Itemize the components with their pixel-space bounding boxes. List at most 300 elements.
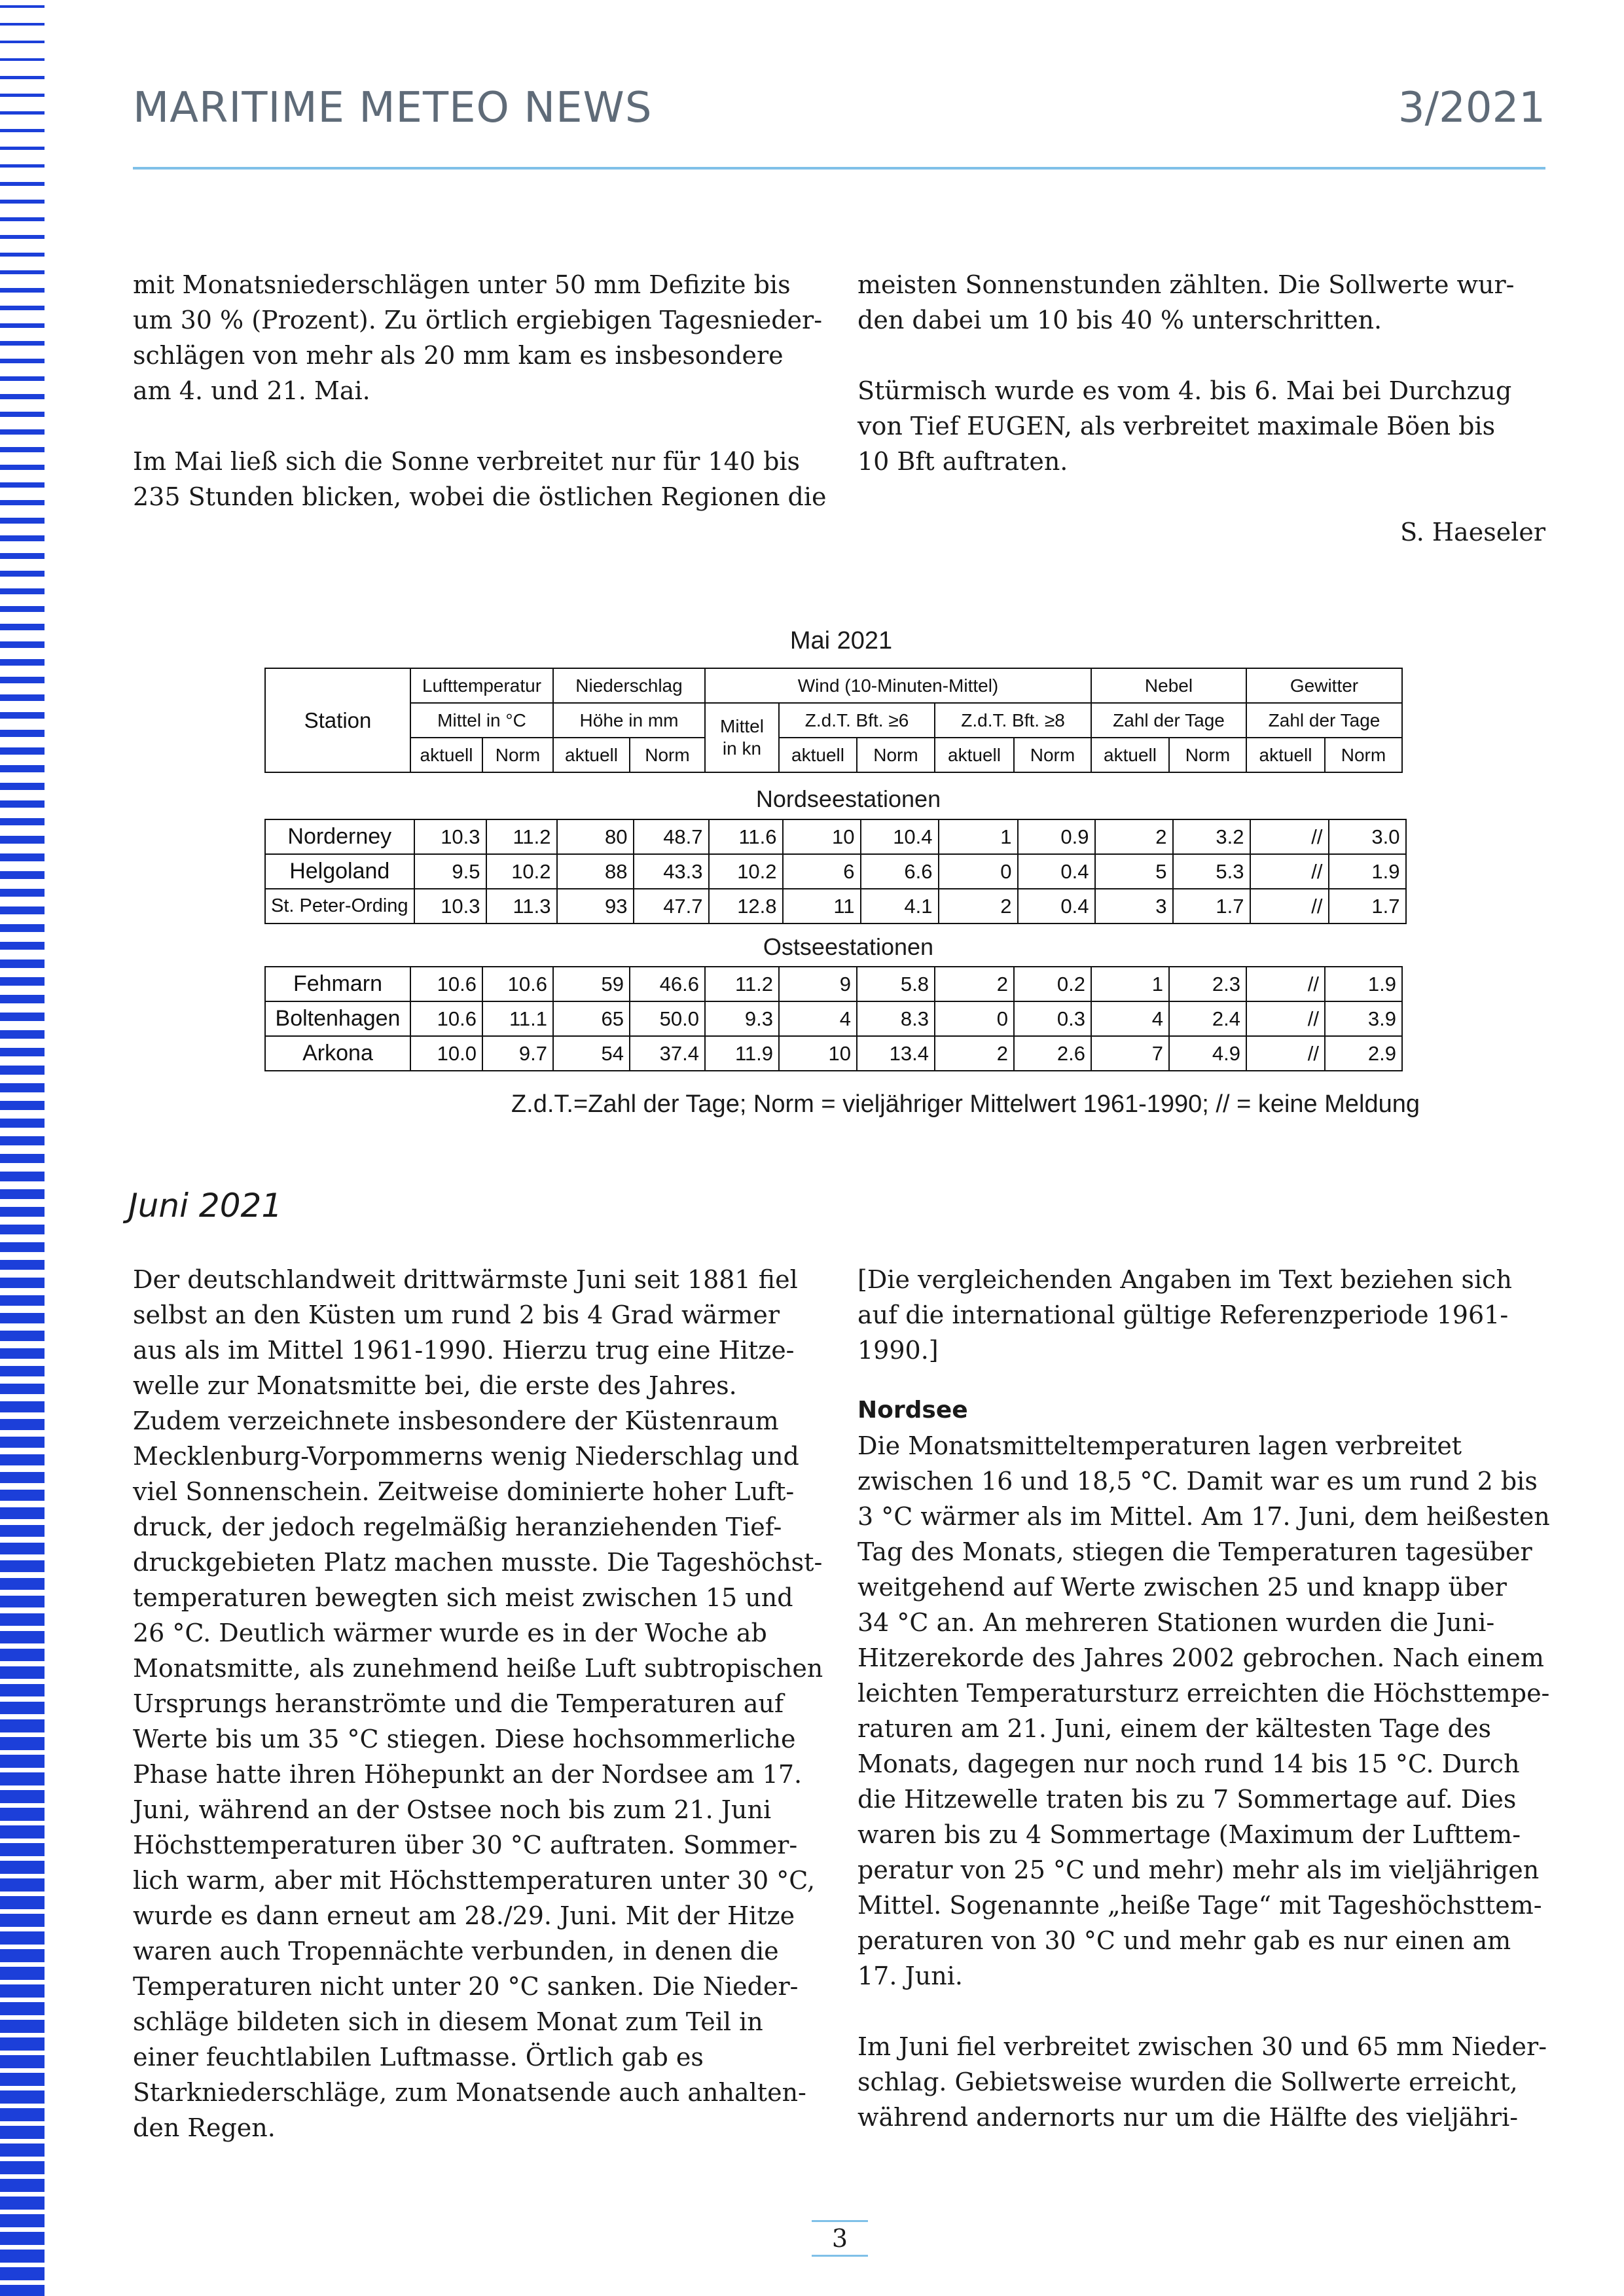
stripe <box>0 2002 45 2015</box>
stripe <box>0 2073 45 2086</box>
stripe <box>0 995 45 1003</box>
table-cell: 88 <box>557 854 634 889</box>
stripe <box>0 500 45 505</box>
station-name: Norderney <box>265 819 414 854</box>
text-line: Ursprungs heranströmte und die Temperaturen auf <box>133 1689 784 1718</box>
stripe <box>0 2197 45 2210</box>
stripe <box>0 1772 45 1785</box>
table-cell: 6.6 <box>861 854 939 889</box>
stripe <box>0 1896 45 1909</box>
stripe <box>0 1101 45 1110</box>
text-line: wurde es dann erneut am 28./29. Juni. Mit der Hitze <box>133 1901 795 1930</box>
text-line: Stürmisch wurde es vom 4. bis 6. Mai bei Durchzug <box>857 376 1512 405</box>
stripe <box>0 1348 45 1359</box>
page-number: 3 <box>812 2220 868 2257</box>
stripe <box>0 818 45 825</box>
stripe <box>0 1366 45 1376</box>
table-cell: 10.2 <box>709 854 783 889</box>
stripe <box>0 2037 45 2051</box>
table-cell: 10.0 <box>410 1036 482 1071</box>
table-cell: 43.3 <box>634 854 709 889</box>
stripe <box>0 1013 45 1021</box>
stripe <box>0 889 45 897</box>
stripe <box>0 1702 45 1714</box>
table-row <box>265 967 1402 1001</box>
text-line: Werte bis um 35 °C stiegen. Diese hochsommerliche <box>133 1725 796 1753</box>
stripe <box>0 1437 45 1448</box>
stripe <box>0 1507 45 1519</box>
header-aktuell: aktuell <box>779 738 857 772</box>
stripe <box>0 217 45 221</box>
juni-right-column <box>857 1262 1551 2135</box>
text-line: 1990.] <box>857 1336 939 1365</box>
table-cell: 5.8 <box>857 967 935 1001</box>
table-row <box>265 819 1406 854</box>
text-line: die Hitzewelle traten bis zu 7 Sommertage auf. Dies <box>857 1785 1517 1814</box>
paragraph-gap <box>133 408 827 444</box>
stripe <box>0 1613 45 1626</box>
table-title: Mai 2021 <box>789 627 893 655</box>
paragraph-gap <box>857 338 1551 373</box>
table-cell: 2 <box>935 1036 1014 1071</box>
table-cell: 2.6 <box>1014 1036 1091 1071</box>
stripe <box>0 571 45 577</box>
table-cell: 10.3 <box>414 889 486 924</box>
table-cell: 0.3 <box>1014 1001 1091 1036</box>
text-line: Die Monatsmitteltemperaturen lagen verbreitet <box>857 1431 1462 1460</box>
text-line: 17. Juni. <box>857 1962 963 1990</box>
text-line: peraturen von 30 °C und mehr gab es nur einen am <box>857 1926 1511 1955</box>
table-cell: 4.9 <box>1169 1036 1246 1071</box>
stripe <box>0 1755 45 1768</box>
stripe <box>0 694 45 701</box>
stripe <box>0 1843 45 1856</box>
text-line: 235 Stunden blicken, wobei die östlichen Regionen die <box>133 482 827 511</box>
stripe <box>0 2126 45 2139</box>
stripe <box>0 41 45 43</box>
header-mittel-c: Mittel in °C <box>410 703 553 738</box>
header-wind: Wind (10-Minuten-Mittel) <box>705 668 1091 703</box>
decorative-stripe-bar <box>0 0 45 2296</box>
table-cell: 1.7 <box>1173 889 1250 924</box>
table-cell: 11.9 <box>705 1036 779 1071</box>
juni-right-intro <box>857 1262 1551 1368</box>
station-name: St. Peter-Ording <box>265 889 414 924</box>
header-gewitter: Gewitter <box>1246 668 1402 703</box>
stripe <box>0 1490 45 1501</box>
text-line: während andernorts nur um die Hälfte des vieljähri- <box>857 2103 1519 2132</box>
stripe <box>0 323 45 328</box>
table-cell: 2.9 <box>1325 1036 1402 1071</box>
table-cell: 8.3 <box>857 1001 935 1036</box>
header-nebel-tage: Zahl der Tage <box>1091 703 1246 738</box>
header-norm: Norm <box>1325 738 1402 772</box>
text-line: den Regen. <box>133 2113 276 2142</box>
paragraph-gap <box>857 1994 1551 2029</box>
text-line: 10 Bft auftraten. <box>857 447 1068 476</box>
header-niederschlag: Niederschlag <box>553 668 705 703</box>
stripe <box>0 1401 45 1412</box>
header-aktuell: aktuell <box>1246 738 1325 772</box>
text-line: 34 °C an. An mehreren Stationen wurden die Juni- <box>857 1608 1495 1637</box>
table-cell: 10.6 <box>410 1001 482 1036</box>
stripe <box>0 1578 45 1590</box>
stripe <box>0 1666 45 1679</box>
text-line: von Tief EUGEN, als verbreitet maximale Böen bis <box>857 412 1496 440</box>
text-line: Tag des Monats, stiegen die Temperaturen tagesüber <box>857 1537 1532 1566</box>
header-divider <box>133 167 1545 170</box>
stripe <box>0 1154 45 1163</box>
stripe <box>0 253 45 257</box>
table-row <box>265 1036 1402 1071</box>
stripe <box>0 58 45 61</box>
stripe <box>0 588 45 594</box>
table-cell: 2 <box>939 889 1018 924</box>
table-cell: 3 <box>1095 889 1173 924</box>
header-norm: Norm <box>482 738 553 772</box>
stripe <box>0 2267 45 2280</box>
table-cell: 1.9 <box>1329 854 1406 889</box>
stripe <box>0 270 45 274</box>
text-line: einer feuchtlabilen Luftmasse. Örtlich gab es <box>133 2043 704 2072</box>
stripe <box>0 1967 45 1980</box>
stripe <box>0 1242 45 1252</box>
juni-right-body <box>857 1428 1551 2135</box>
table-cell: // <box>1246 967 1325 1001</box>
stripe <box>0 182 45 186</box>
text-line: druckgebieten Platz machen musste. Die Tageshöchst- <box>133 1548 823 1577</box>
table-cell: 10.6 <box>482 967 553 1001</box>
stripe <box>0 518 45 524</box>
table-cell: 1.9 <box>1325 967 1402 1001</box>
stripe <box>0 235 45 239</box>
stripe <box>0 288 45 293</box>
stripe <box>0 1066 45 1075</box>
stripe <box>0 1225 45 1234</box>
text-line: Hitzerekorde des Jahres 2002 gebrochen. Nach einem <box>857 1643 1544 1672</box>
stripe <box>0 1719 45 1732</box>
table-cell: 0.4 <box>1018 889 1095 924</box>
text-line: Höchsttemperaturen über 30 °C auftraten. Sommer- <box>133 1831 798 1859</box>
station-name: Boltenhagen <box>265 1001 410 1036</box>
table-cell: 9.5 <box>414 854 486 889</box>
stripe <box>0 1260 45 1270</box>
text-line: Juni, während an der Ostsee noch bis zum 21. Juni <box>133 1795 772 1824</box>
text-line: viel Sonnenschein. Zeitweise dominierte hoher Luft- <box>133 1477 795 1506</box>
table-nordsee <box>264 819 1407 924</box>
table-cell: 11.2 <box>486 819 557 854</box>
header-aktuell: aktuell <box>935 738 1014 772</box>
table-cell: // <box>1250 854 1329 889</box>
stripe <box>0 641 45 648</box>
text-line: 26 °C. Deutlich wärmer wurde es in der Woche ab <box>133 1619 767 1647</box>
stripe <box>0 23 45 26</box>
header-station: Station <box>265 668 410 772</box>
stripe <box>0 1931 45 1945</box>
stripe <box>0 1172 45 1181</box>
stripe <box>0 1631 45 1643</box>
stripe <box>0 1684 45 1696</box>
text-line: zwischen 16 und 18,5 °C. Damit war es um rund 2 bis <box>857 1467 1538 1496</box>
stripe <box>0 1543 45 1554</box>
stripe <box>0 2285 45 2296</box>
text-line: Starkniederschläge, zum Monatsende auch anhalten- <box>133 2078 806 2107</box>
table-cell: 3.0 <box>1329 819 1406 854</box>
stripe <box>0 836 45 844</box>
stripe <box>0 447 45 452</box>
stripe <box>0 730 45 737</box>
juni-left-column <box>133 1262 827 2145</box>
stripe <box>0 659 45 666</box>
stripe <box>0 2250 45 2263</box>
stripe <box>0 1560 45 1572</box>
header-norm: Norm <box>857 738 935 772</box>
table-row <box>265 889 1406 924</box>
table-cell: 59 <box>553 967 630 1001</box>
text-line: raturen am 21. Juni, einem der kältesten Tage des <box>857 1714 1491 1743</box>
table-cell: 4 <box>1091 1001 1169 1036</box>
stripe <box>0 712 45 719</box>
table-cell: 54 <box>553 1036 630 1071</box>
table-cell: 0.2 <box>1014 967 1091 1001</box>
stripe <box>0 1295 45 1306</box>
stripe <box>0 1808 45 1821</box>
stripe <box>0 1048 45 1056</box>
stripe <box>0 2232 45 2245</box>
table-cell: 9.3 <box>705 1001 779 1036</box>
stripe <box>0 147 45 150</box>
text-line: Monats, dagegen nur noch rund 14 bis 15 °C. Durch <box>857 1749 1520 1778</box>
header-mittel-kn: Mittel in kn <box>705 703 779 772</box>
stripe <box>0 129 45 132</box>
header-aktuell: aktuell <box>553 738 630 772</box>
stripe <box>0 1790 45 1803</box>
stripe <box>0 1207 45 1217</box>
table-cell: 13.4 <box>857 1036 935 1071</box>
header-aktuell: aktuell <box>1091 738 1169 772</box>
stripe <box>0 164 45 168</box>
stripe <box>0 765 45 772</box>
table-cell: 1.7 <box>1329 889 1406 924</box>
stripe <box>0 76 45 79</box>
stripe <box>0 2090 45 2104</box>
text-line: Monatsmitte, als zunehmend heiße Luft subtropischen <box>133 1654 823 1683</box>
table-cell: 10.4 <box>861 819 939 854</box>
stripe <box>0 1596 45 1607</box>
text-line: aus als im Mittel 1961-1990. Hierzu trug eine Hitze- <box>133 1336 795 1365</box>
table-cell: 10.6 <box>410 967 482 1001</box>
text-line: [Die vergleichenden Angaben im Text beziehen sich <box>857 1265 1512 1294</box>
intro-left-column <box>133 267 827 514</box>
table-cell: // <box>1246 1036 1325 1071</box>
table-cell: 2.4 <box>1169 1001 1246 1036</box>
header-hoehe-mm: Höhe in mm <box>553 703 705 738</box>
table-cell: 3.2 <box>1173 819 1250 854</box>
stripe <box>0 1472 45 1483</box>
issue-number: 3/2021 <box>1398 84 1545 132</box>
stripe <box>0 1861 45 1874</box>
table-cell: 0 <box>935 1001 1014 1036</box>
stripe <box>0 2108 45 2121</box>
table-cell: // <box>1250 889 1329 924</box>
text-line: am 4. und 21. Mai. <box>133 376 370 405</box>
table-cell: 10.2 <box>486 854 557 889</box>
stripe <box>0 606 45 612</box>
stripe <box>0 1189 45 1199</box>
stripe <box>0 1649 45 1661</box>
stripe <box>0 306 45 310</box>
table-cell: 4.1 <box>861 889 939 924</box>
table-cell: 11.3 <box>486 889 557 924</box>
stripe <box>0 535 45 541</box>
header-aktuell: aktuell <box>410 738 482 772</box>
header-gewitter-tage: Zahl der Tage <box>1246 703 1402 738</box>
stripe <box>0 1737 45 1750</box>
stripe <box>0 2179 45 2192</box>
text-line: Im Juni fiel verbreitet zwischen 30 und 65 mm Nieder- <box>857 2032 1547 2061</box>
group-title-ostsee: Ostseestationen <box>763 933 934 960</box>
stripe <box>0 871 45 879</box>
table-cell: 0.4 <box>1018 854 1095 889</box>
stripe <box>0 783 45 790</box>
station-name: Fehmarn <box>265 967 410 1001</box>
table-cell: 11.1 <box>482 1001 553 1036</box>
stripe <box>0 677 45 683</box>
text-line: auf die international gültige Referenzperiode 1961- <box>857 1300 1509 1329</box>
header-zdt8: Z.d.T. Bft. ≥8 <box>935 703 1091 738</box>
stripe <box>0 624 45 630</box>
text-line: welle zur Monatsmitte bei, die erste des Jahres. <box>133 1371 737 1400</box>
stripe <box>0 465 45 470</box>
station-name: Helgoland <box>265 854 414 889</box>
table-cell: // <box>1250 819 1329 854</box>
stripe <box>0 94 45 97</box>
table-cell: 5 <box>1095 854 1173 889</box>
table-row <box>265 854 1406 889</box>
header-norm: Norm <box>1169 738 1246 772</box>
table-cell: 11.2 <box>705 967 779 1001</box>
stripe <box>0 1278 45 1288</box>
table-row <box>265 1001 1402 1036</box>
table-cell: 6 <box>783 854 861 889</box>
table-cell: 80 <box>557 819 634 854</box>
subheading-nordsee: Nordsee <box>857 1397 968 1424</box>
stripe <box>0 1825 45 1839</box>
text-line: weitgehend auf Werte zwischen 25 und knapp über <box>857 1573 1507 1602</box>
text-line: um 30 % (Prozent). Zu örtlich ergiebigen Tagesnieder- <box>133 306 823 334</box>
stripe <box>0 1030 45 1039</box>
table-cell: 10.3 <box>414 819 486 854</box>
table-cell: 48.7 <box>634 819 709 854</box>
stripe <box>0 960 45 968</box>
table-cell: 47.7 <box>634 889 709 924</box>
stripe <box>0 5 45 8</box>
table-cell: 1 <box>939 819 1018 854</box>
table-cell: 5.3 <box>1173 854 1250 889</box>
table-cell: 3.9 <box>1325 1001 1402 1036</box>
table-cell: 12.8 <box>709 889 783 924</box>
table-cell: 4 <box>779 1001 857 1036</box>
stripe <box>0 1331 45 1341</box>
stripe <box>0 1083 45 1092</box>
text-line: Der deutschlandweit drittwärmste Juni seit 1881 fiel <box>133 1265 798 1294</box>
stripe <box>0 2214 45 2227</box>
text-line: Temperaturen nicht unter 20 °C sanken. Die Nieder- <box>133 1972 799 2001</box>
stripe <box>0 412 45 417</box>
stripe <box>0 553 45 559</box>
stripe <box>0 341 45 346</box>
stripe <box>0 2020 45 2033</box>
stripe <box>0 800 45 808</box>
table-cell: 50.0 <box>630 1001 705 1036</box>
table-cell: 0 <box>939 854 1018 889</box>
stripe <box>0 376 45 381</box>
text-line: schläge bildeten sich in diesem Monat zum Teil in <box>133 2007 763 2036</box>
text-line: leichten Temperatursturz erreichten die Höchsttempe- <box>857 1679 1550 1708</box>
section-heading-juni: Juni 2021 <box>128 1187 283 1225</box>
text-line: selbst an den Küsten um rund 2 bis 4 Grad wärmer <box>133 1300 780 1329</box>
text-line: meisten Sonnenstunden zählten. Die Sollwerte wur- <box>857 270 1515 299</box>
stripe <box>0 1914 45 1927</box>
text-line: mit Monatsniederschlägen unter 50 mm Defizite bis <box>133 270 791 299</box>
stripe <box>0 853 45 861</box>
text-line: schlägen von mehr als 20 mm kam es insbesondere <box>133 341 784 370</box>
text-line: 3 °C wärmer als im Mittel. Am 17. Juni, dem heißesten <box>857 1502 1550 1531</box>
stripe <box>0 1313 45 1323</box>
text-line: waren bis zu 4 Sommertage (Maximum der Lufttem- <box>857 1820 1521 1849</box>
header-nebel: Nebel <box>1091 668 1246 703</box>
header-norm: Norm <box>630 738 705 772</box>
stripe <box>0 977 45 986</box>
text-line: waren auch Tropennächte verbunden, in denen die <box>133 1937 779 1965</box>
stripe <box>0 429 45 435</box>
text-line: Phase hatte ihren Höhepunkt an der Nordsee am 17. <box>133 1760 803 1789</box>
stripe <box>0 942 45 950</box>
stripe <box>0 1419 45 1430</box>
text-line: Mittel. Sogenannte „heiße Tage“ mit Tageshöchsttem- <box>857 1891 1542 1920</box>
table-cell: 2.3 <box>1169 967 1246 1001</box>
text-line: Mecklenburg-Vorpommerns wenig Niederschlag und <box>133 1442 799 1471</box>
stripe <box>0 1454 45 1465</box>
stripe <box>0 1949 45 1962</box>
newsletter-title: MARITIME METEO NEWS <box>133 84 653 132</box>
text-line: Im Mai ließ sich die Sonne verbreitet nur für 140 bis <box>133 447 801 476</box>
stripe <box>0 924 45 932</box>
stripe <box>0 1525 45 1537</box>
station-name: Arkona <box>265 1036 410 1071</box>
stripe <box>0 747 45 755</box>
stripe <box>0 2055 45 2068</box>
text-line: schlag. Gebietsweise wurden die Sollwerte erreicht, <box>857 2068 1518 2096</box>
table-cell: // <box>1246 1001 1325 1036</box>
stripe <box>0 2144 45 2157</box>
text-line: Zudem verzeichnete insbesondere der Küstenraum <box>133 1407 779 1435</box>
table-cell: 37.4 <box>630 1036 705 1071</box>
stripe <box>0 482 45 488</box>
intro-right-column <box>857 267 1551 479</box>
stripe <box>0 2161 45 2174</box>
table-cell: 9 <box>779 967 857 1001</box>
text-line: lich warm, aber mit Höchsttemperaturen unter 30 °C, <box>133 1866 816 1895</box>
text-line: peratur von 25 °C und mehr) mehr als im vieljährigen <box>857 1856 1540 1884</box>
table-cell: 11.6 <box>709 819 783 854</box>
stripe <box>0 359 45 363</box>
table-cell: 46.6 <box>630 967 705 1001</box>
table-cell: 65 <box>553 1001 630 1036</box>
stripe <box>0 1136 45 1145</box>
table-cell: 9.7 <box>482 1036 553 1071</box>
table-cell: 93 <box>557 889 634 924</box>
